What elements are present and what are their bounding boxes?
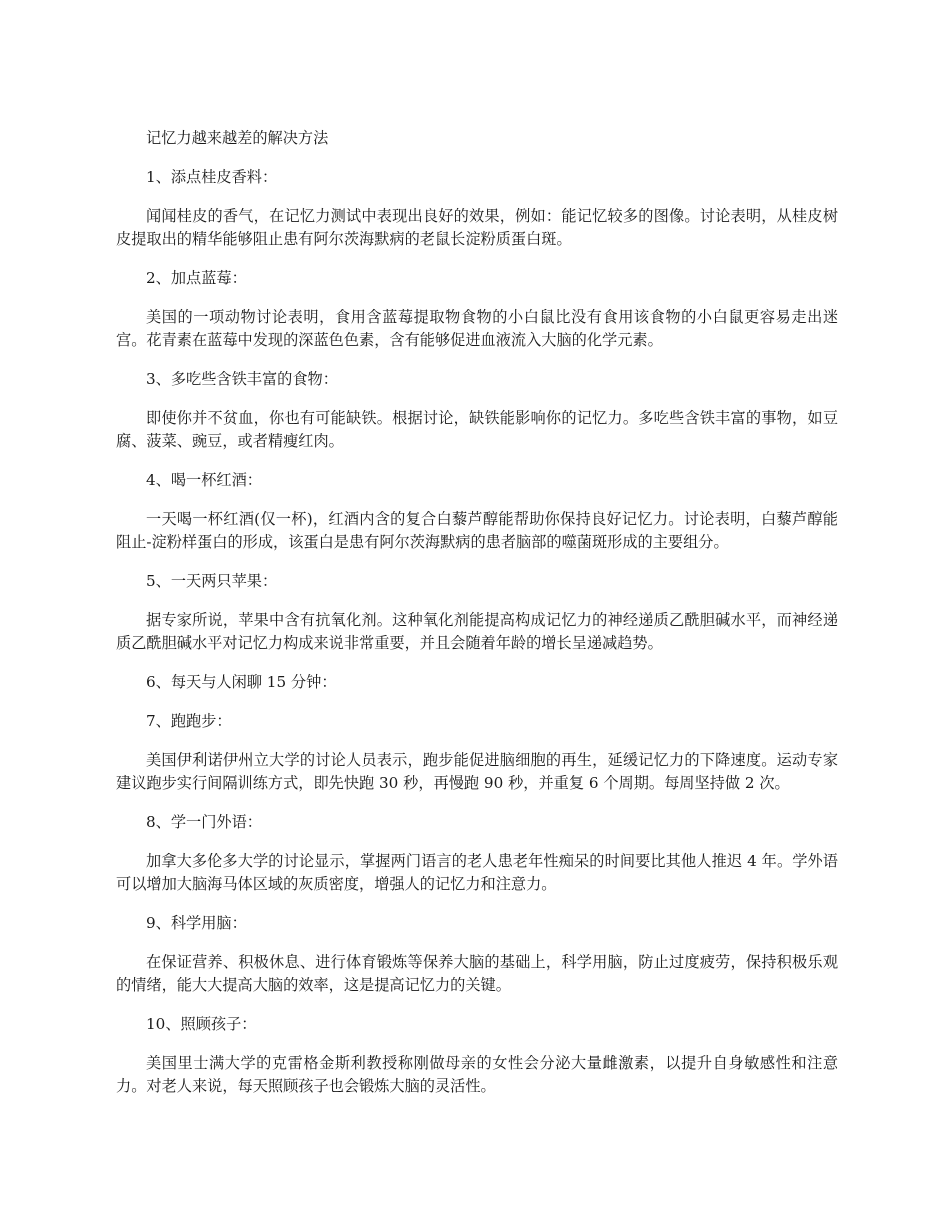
document-page <box>116 127 838 1114</box>
document-title: 记忆力越来越差的解决方法 <box>146 129 329 147</box>
section-6-heading: 6、每天与人闲聊 15 分钟： <box>146 673 337 691</box>
section-2-heading: 2、加点蓝莓： <box>146 269 247 287</box>
section-3-body: 即使你并不贫血，你也有可能缺铁。根据讨论，缺铁能影响你的记忆力。多吃些含铁丰富的事物，如豆腐、菠菜、豌豆，或者精瘦红肉。 <box>116 409 838 450</box>
section-5-heading: 5、一天两只苹果： <box>146 572 278 590</box>
section-3-heading: 3、多吃些含铁丰富的食物： <box>146 370 338 388</box>
section-1-heading: 1、添点桂皮香料： <box>146 168 278 186</box>
section-8-body: 加拿大多伦多大学的讨论显示，掌握两门语言的老人患老年性痴呆的时间要比其他人推迟 4 年。学外语可以增加大脑海马体区域的灰质密度，增强人的记忆力和注意力。 <box>116 852 838 893</box>
section-9-body: 在保证营养、积极休息、进行体育锻炼等保养大脑的基础上，科学用脑，防止过度疲劳，保持积极乐观的情绪，能大大提高大脑的效率，这是提高记忆力的关键。 <box>116 953 838 994</box>
section-7-heading: 7、跑跑步： <box>146 712 232 730</box>
section-8-heading: 8、学一门外语： <box>146 813 262 831</box>
section-10-heading: 10、照顾孩子： <box>146 1015 257 1033</box>
section-1-body: 闻闻桂皮的香气，在记忆力测试中表现出良好的效果，例如：能记忆较多的图像。讨论表明，从桂皮树皮提取出的精华能够阻止患有阿尔茨海默病的老鼠长淀粉质蛋白斑。 <box>116 207 838 248</box>
section-5-body: 据专家所说，苹果中含有抗氧化剂。这种氧化剂能提高构成记忆力的神经递质乙酰胆碱水平，而神经递质乙酰胆碱水平对记忆力构成来说非常重要，并且会随着年龄的增长呈递减趋势。 <box>116 611 838 652</box>
section-7-body: 美国伊利诺伊州立大学的讨论人员表示，跑步能促进脑细胞的再生，延缓记忆力的下降速度。运动专家建议跑步实行间隔训练方式，即先快跑 30 秒，再慢跑 90 秒，并重复 6 个周期。每周坚持做 2 次。 <box>116 751 838 792</box>
section-2-body: 美国的一项动物讨论表明，食用含蓝莓提取物食物的小白鼠比没有食用该食物的小白鼠更容易走出迷宫。花青素在蓝莓中发现的深蓝色色素，含有能够促进血液流入大脑的化学元素。 <box>116 308 838 349</box>
section-10-body: 美国里士满大学的克雷格金斯利教授称刚做母亲的女性会分泌大量雌激素，以提升自身敏感性和注意力。对老人来说，每天照顾孩子也会锻炼大脑的灵活性。 <box>116 1054 838 1095</box>
section-4-body: 一天喝一杯红酒(仅一杯)，红酒内含的复合白藜芦醇能帮助你保持良好记忆力。讨论表明，白藜芦醇能阻止-淀粉样蛋白的形成，该蛋白是患有阿尔茨海默病的患者脑部的噬菌斑形成的主要组分。 <box>116 510 838 551</box>
section-4-heading: 4、喝一杯红酒： <box>146 471 262 489</box>
section-9-heading: 9、科学用脑： <box>146 914 247 932</box>
